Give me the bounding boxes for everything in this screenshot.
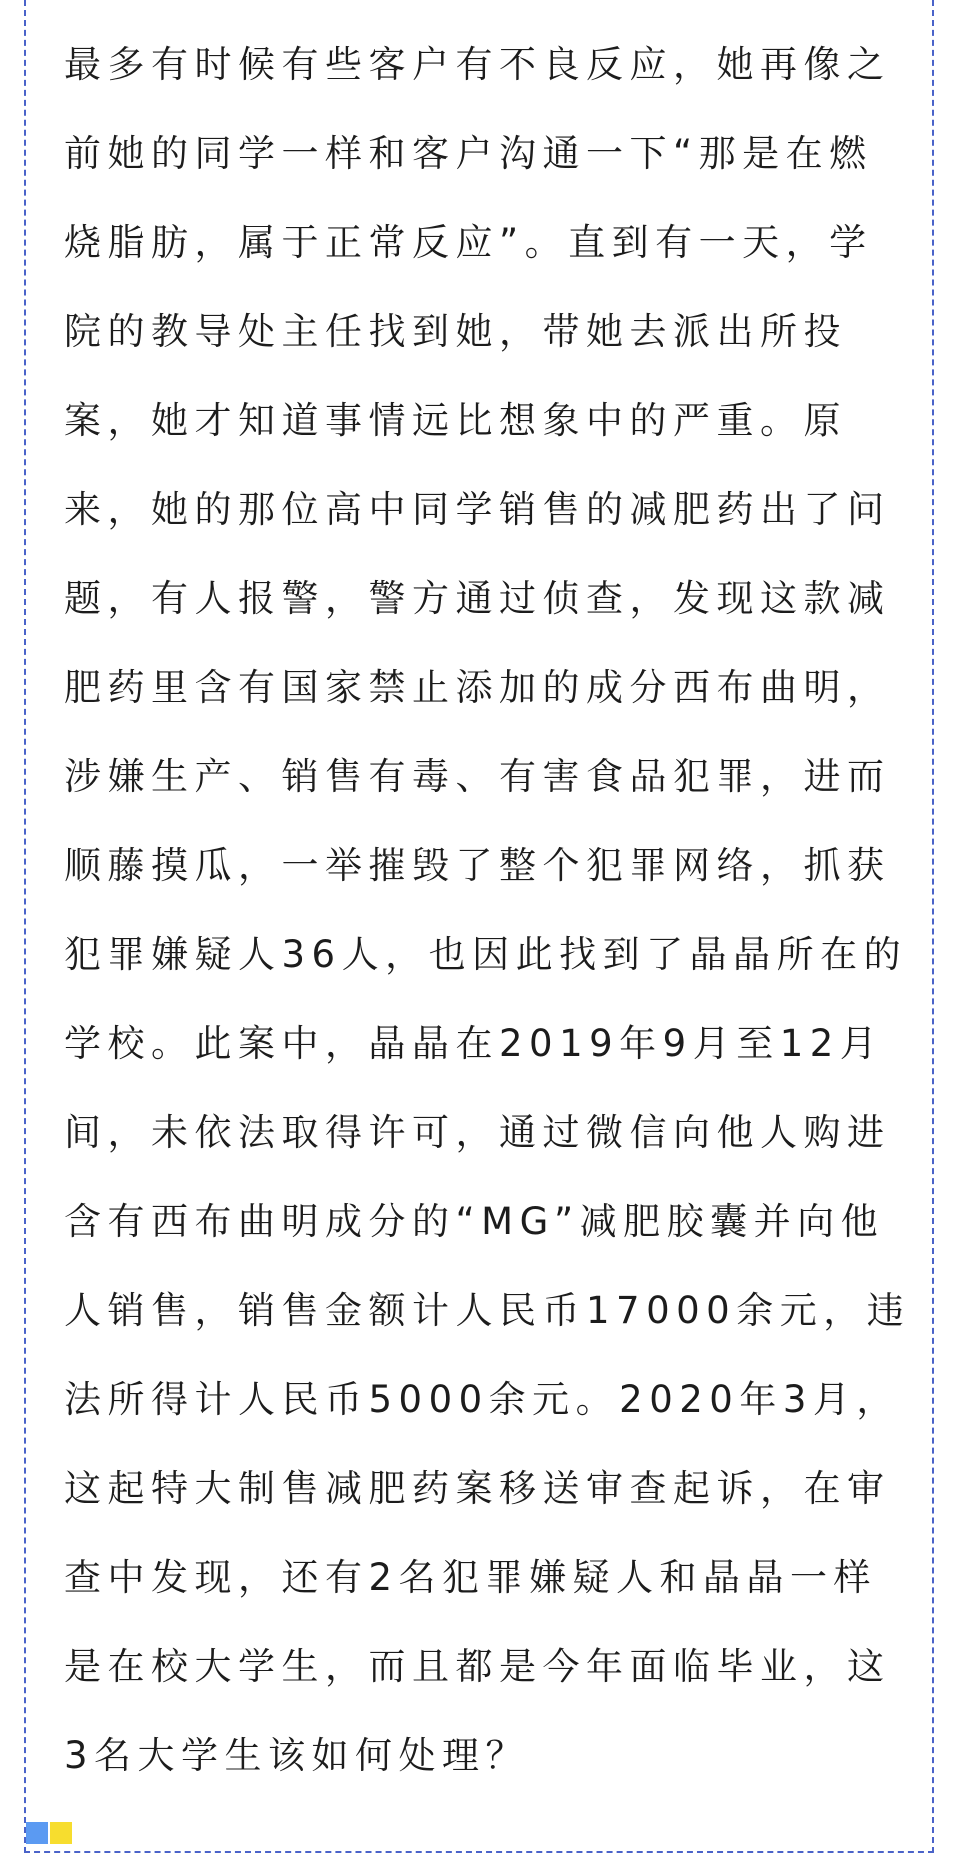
text-line: 这起特大制售减肥药案移送审查起诉，在审 <box>64 1467 891 1510</box>
text-line: 人销售，销售金额计人民币17000余元，违 <box>64 1289 911 1332</box>
text-line: 来，她的那位高中同学销售的减肥药出了问 <box>64 488 891 531</box>
yellow-square-icon <box>50 1822 72 1844</box>
article-body <box>64 20 911 1800</box>
text-line: 烧脂肪，属于正常反应”。直到有一天，学 <box>64 221 873 264</box>
text-line: 案，她才知道事情远比想象中的严重。原 <box>64 399 847 442</box>
blue-square-icon <box>26 1822 48 1844</box>
text-line: 前她的同学一样和客户沟通一下“那是在燃 <box>64 132 873 175</box>
text-line: 顺藤摸瓜，一举摧毁了整个犯罪网络，抓获 <box>64 844 891 887</box>
text-line: 学校。此案中，晶晶在2019年9月至12月 <box>64 1022 884 1065</box>
text-line: 间，未依法取得许可，通过微信向他人购进 <box>64 1111 891 1154</box>
text-line: 肥药里含有国家禁止添加的成分西布曲明， <box>64 666 891 709</box>
text-line: 是在校大学生，而且都是今年面临毕业，这 <box>64 1645 891 1688</box>
text-line: 3名大学生该如何处理？ <box>64 1734 530 1777</box>
corner-decoration <box>26 1822 74 1844</box>
text-line: 最多有时候有些客户有不良反应，她再像之 <box>64 43 891 86</box>
text-line: 查中发现，还有2名犯罪嫌疑人和晶晶一样 <box>64 1556 878 1599</box>
text-line: 题，有人报警，警方通过侦查，发现这款减 <box>64 577 891 620</box>
text-line: 法所得计人民币5000余元。2020年3月， <box>64 1378 900 1421</box>
text-line: 含有西布曲明成分的“MG”减肥胶囊并向他 <box>64 1200 885 1243</box>
text-line: 犯罪嫌疑人36人，也因此找到了晶晶所在的 <box>64 933 908 976</box>
text-line: 涉嫌生产、销售有毒、有害食品犯罪，进而 <box>64 755 891 798</box>
text-line: 院的教导处主任找到她，带她去派出所投 <box>64 310 847 353</box>
